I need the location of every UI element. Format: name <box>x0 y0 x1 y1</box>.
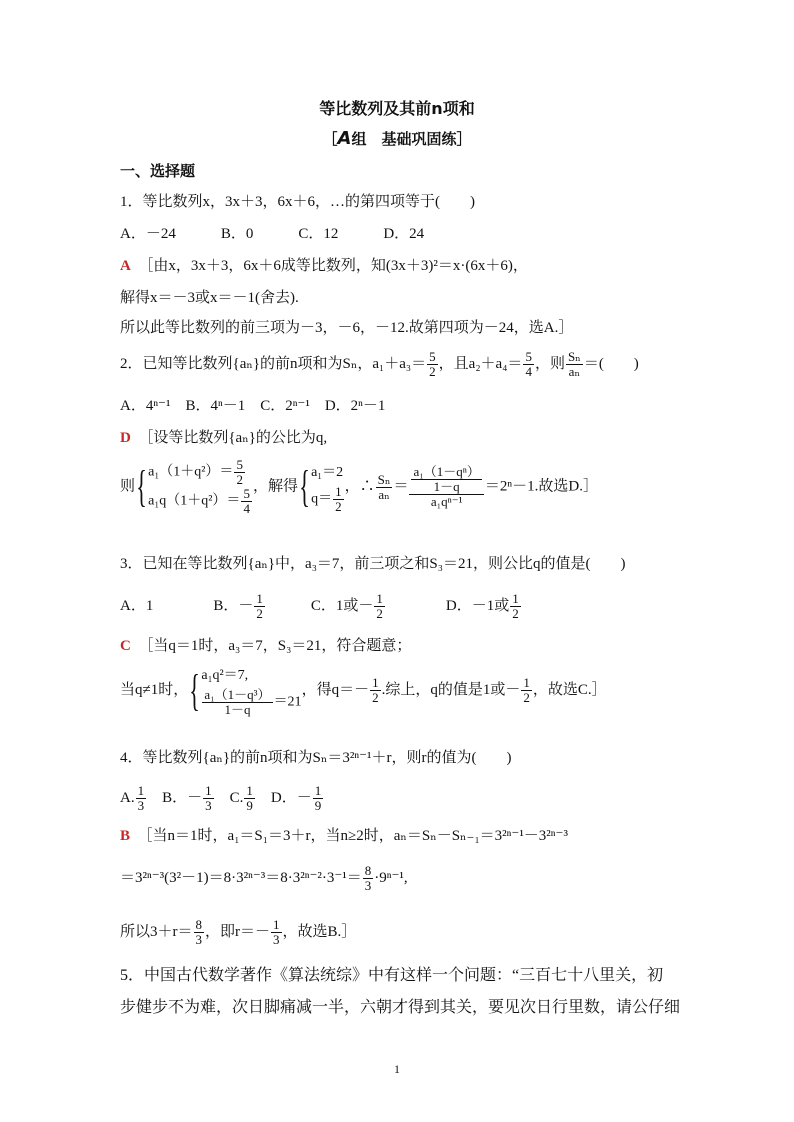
equation-system <box>148 458 253 516</box>
numerator: 5 <box>236 457 243 472</box>
fraction <box>241 487 252 516</box>
denominator: 2 <box>376 606 383 621</box>
numerator: 8 <box>195 917 202 932</box>
q3-equation-system <box>201 664 301 717</box>
q4-answer: B <box>120 828 131 844</box>
denominator: 3 <box>195 932 202 947</box>
group-letter: A <box>337 128 352 149</box>
get-text: ，得q＝－ <box>301 681 370 698</box>
q4-option-c: C. <box>229 789 244 806</box>
q5-line-2: 步健步不为难，次日脚痛减一半，六朝才得到其关，要见次日行里数，请公仔细 <box>120 999 681 1016</box>
q1-stem: 1．等比数列x，3x＋3，6x＋6，…的第四项等于( ) <box>120 194 475 210</box>
eq2: a₁q（1＋q²）＝ <box>148 493 241 509</box>
page-title: 等比数列及其前n项和 <box>319 99 475 118</box>
fraction <box>202 688 272 717</box>
q1-answer: A <box>120 258 131 274</box>
s2-equals: ＝21 <box>273 694 302 710</box>
denominator: 9 <box>246 798 253 813</box>
q4-option-a: A. <box>120 789 135 806</box>
numerator: 5 <box>525 349 532 364</box>
q3-option-a: A．1 <box>120 597 154 614</box>
q4-option-b: B．－ <box>162 789 203 806</box>
denominator: 3 <box>273 932 280 947</box>
q4-sol3c-text: ，故选B.］ <box>282 923 357 940</box>
q3-answer: C <box>120 638 131 654</box>
fraction <box>510 592 521 621</box>
numerator: 5 <box>429 349 436 364</box>
numerator: 1 <box>205 783 212 798</box>
denominator: 2 <box>256 606 263 621</box>
left-brace-icon: { <box>189 665 201 715</box>
numerator: 1 <box>523 675 530 690</box>
denominator: 3 <box>137 798 145 813</box>
therefore-text: ∴ <box>359 478 375 495</box>
r2: q＝ <box>311 491 333 507</box>
fraction <box>136 784 147 813</box>
denominator: 9 <box>314 798 322 813</box>
fraction <box>271 918 282 947</box>
q2-stem-a: 2．已知等比数列{aₙ}的前n项和为Sₙ，a₁＋a₃＝ <box>120 355 427 372</box>
numerator: 1 <box>256 591 263 606</box>
fraction <box>376 473 393 502</box>
r1: a₁＝2 <box>311 464 344 480</box>
q4-option-d: D．－ <box>270 789 312 806</box>
bracket-open: ［ <box>322 130 338 148</box>
fraction <box>333 485 344 514</box>
q4-sol3a-text: 所以3＋r＝ <box>120 923 193 940</box>
numerator: 5 <box>243 486 250 501</box>
q2-tail: ＝2ⁿ－1.故选D.］ <box>484 478 598 495</box>
q3-stem: 3．已知在等比数列{aₙ}中，a₃＝7，前三项之和S₃＝21，则公比q的值是( ) <box>120 556 626 572</box>
denominator: 1－q <box>433 479 460 494</box>
section-heading: 一、选择题 <box>120 164 196 180</box>
denominator: 2 <box>236 472 243 487</box>
q1-options: A．－24 B．0 C．12 D．24 <box>120 226 425 242</box>
numerator: 1 <box>246 783 253 798</box>
fraction <box>370 676 381 705</box>
fraction <box>566 350 583 379</box>
q4-sol2-text: ＝3²ⁿ⁻³(3²－1)＝8·3²ⁿ⁻³＝8·3²ⁿ⁻²·3⁻¹＝ <box>120 869 362 886</box>
fraction <box>203 784 214 813</box>
q3-option-d: D．－1或 <box>445 597 510 614</box>
denominator: 1－q <box>224 702 251 717</box>
fraction <box>194 918 205 947</box>
q1-solution-line-3: 所以此等比数列的前三项为－3，－6，－12.故第四项为－24，选A.］ <box>120 320 574 336</box>
group-label: 组 基础巩固练 <box>351 130 457 148</box>
denominator: 2 <box>429 364 436 379</box>
numerator: 1 <box>335 483 342 499</box>
q5-line-1: 5．中国古代数学著作《算法统综》中有这样一个问题：“三百七十八里关，初 <box>120 967 664 984</box>
page-number: 1 <box>394 1062 400 1076</box>
q4-solution-line-1 <box>120 826 568 846</box>
q2-sol1-text: ［设等比数列{aₙ}的公比为q, <box>145 430 328 446</box>
q3-options <box>120 592 522 621</box>
fraction <box>521 676 532 705</box>
denominator: 4 <box>525 364 532 379</box>
fraction <box>374 592 385 621</box>
numerator: a₁（1－qⁿ） <box>413 464 480 479</box>
q3-solution-line-1 <box>120 636 411 656</box>
q3-sol1-text: ［当q＝1时，a₃＝7，S₃＝21，符合题意； <box>145 638 412 654</box>
numerator: 1 <box>372 675 379 690</box>
denominator: 3 <box>205 798 212 813</box>
q2-stem-d: ＝( ) <box>583 355 639 372</box>
q1-sol1-text: ［由x，3x＋3，6x＋6成等比数列，知(3x＋3)²＝x·(6x＋6)， <box>145 258 528 274</box>
denominator: 2 <box>512 606 519 621</box>
denominator: a₁qⁿ⁻¹ <box>430 494 463 509</box>
fraction <box>313 784 324 813</box>
left-brace-icon: { <box>136 462 147 511</box>
q4-solution-line-2 <box>120 864 408 893</box>
numerator: Sₙ <box>377 471 391 487</box>
bracket-close: ］ <box>456 130 472 148</box>
left-brace-icon: { <box>299 462 310 511</box>
s1: a₁q²＝7, <box>201 668 249 683</box>
q2-answer: D <box>120 430 131 446</box>
q1-solution-line-2: 解得x＝－3或x＝－1(舍去). <box>120 290 299 306</box>
q4-stem: 4．等比数列{aₙ}的前n项和为Sₙ＝3²ⁿ⁻¹＋r，则r的值为( ) <box>120 750 512 766</box>
numerator: 1 <box>314 783 322 798</box>
numerator: 1 <box>376 591 383 606</box>
numerator <box>409 465 483 495</box>
mid-text: .综上，q的值是1或－ <box>381 681 521 698</box>
q4-sol2b-text: ·9ⁿ⁻¹, <box>374 869 408 886</box>
eq1: a₁（1＋q²）＝ <box>148 464 234 480</box>
q4-sol3b-text: ，即r＝－ <box>205 923 270 940</box>
fraction <box>427 350 438 379</box>
denominator: 4 <box>243 501 250 516</box>
q2-system: 则{a₁（1＋q²）＝ $\frac{5}{2}$ a₁q（1＋q²）＝ $\frac{5}{4}$ ，解得{a₁＝2 q＝ $\frac{1}{2}$ ，∴ $\frac{\text{Sₙ}}{\text{aₙ}}$ ＝ $\frac{\frac{\text{a₁（1－qⁿ）}}{1-q}}{\text{a₁qⁿ⁻¹}}$ ＝2ⁿ－1.故选D.］ <box>120 457 598 516</box>
numerator: 1 <box>273 917 280 932</box>
q3-system <box>120 664 607 717</box>
numerator: 1 <box>512 591 519 606</box>
denominator: 2 <box>335 498 342 514</box>
q2-options: A．4ⁿ⁻¹ B．4ⁿ－1 C．2ⁿ⁻¹ D．2ⁿ－1 <box>120 398 386 414</box>
result-system <box>311 461 345 514</box>
fraction <box>234 458 245 487</box>
fraction <box>411 465 481 494</box>
q4-solution-line-3 <box>120 918 356 947</box>
fraction <box>363 864 374 893</box>
group-heading <box>0 128 794 149</box>
fraction <box>254 592 265 621</box>
denominator: aₙ <box>378 486 390 502</box>
q1-solution-line-1 <box>120 256 528 276</box>
denominator: aₙ <box>568 364 581 379</box>
numerator: a₁（1－q³） <box>204 687 271 702</box>
fraction <box>523 350 534 379</box>
compound-fraction <box>409 465 483 509</box>
numerator: Sₙ <box>567 349 581 364</box>
then-text: 则 <box>120 478 136 495</box>
denominator: 2 <box>523 690 530 705</box>
q4-options <box>120 784 324 813</box>
q2-solution-line-1 <box>120 428 327 448</box>
numerator: 8 <box>364 863 372 878</box>
end-text: ，故选C.］ <box>532 681 607 698</box>
q3-option-b: B．－ <box>213 597 254 614</box>
q2-stem-c: ，则 <box>534 355 565 372</box>
solve-text: ，解得 <box>252 478 298 495</box>
q4-sol1-text: ［当n＝1时，a₁＝S₁＝3＋r，当n≥2时，aₙ＝Sₙ－Sₙ₋₁＝3²ⁿ⁻¹－3²ⁿ⁻³ <box>145 828 568 844</box>
numerator: 1 <box>137 783 145 798</box>
q2-stem-b: ，且a₂＋a₄＝ <box>438 355 523 372</box>
denominator: 2 <box>372 690 379 705</box>
when-text: 当q≠1时， <box>120 681 189 698</box>
q2-stem <box>120 350 639 379</box>
fraction <box>244 784 255 813</box>
q3-option-c: C．1或－ <box>310 597 374 614</box>
denominator: 3 <box>364 878 372 893</box>
